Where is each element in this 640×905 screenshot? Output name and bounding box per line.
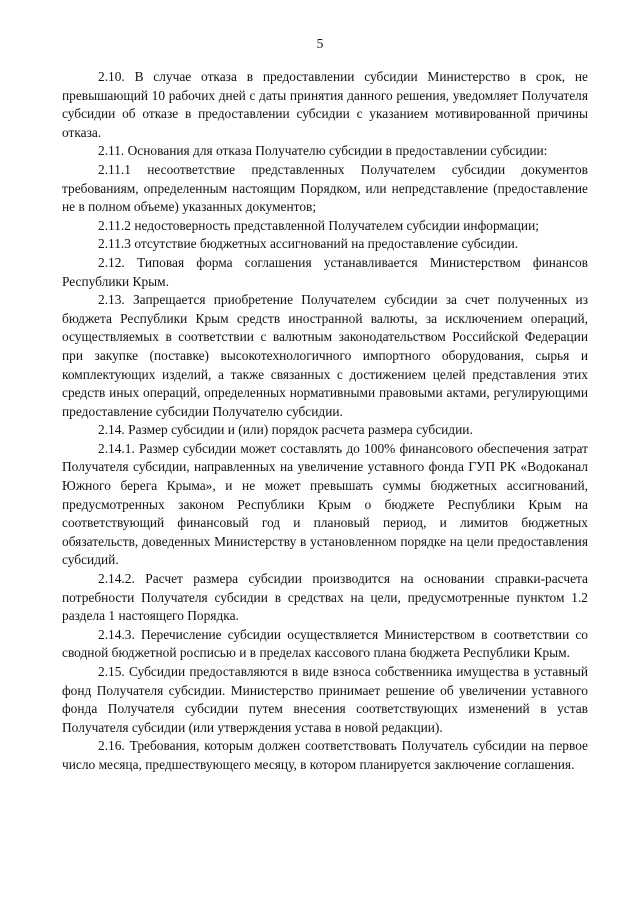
- paragraph-2-14-3: 2.14.3. Перечисление субсидии осуществляется Министерством в соответствии со сводной бюджетной росписью и в пределах кассового плана бюджета Республики Крым.: [62, 626, 588, 661]
- paragraph-2-16: 2.16. Требования, которым должен соответствовать Получатель субсидии на первое число месяца, предшествующего месяцу, в котором планируется заключение соглашения.: [62, 738, 588, 772]
- document-body: [62, 68, 588, 775]
- page-number: 5: [316, 36, 324, 51]
- paragraph-2-11-1: 2.11.1 несоответствие представленных Получателем субсидии документов требованиям, определенным настоящим Порядком, или непредставление (предоставление не в полном объеме) указанных документов;: [62, 161, 588, 215]
- paragraph-2-15: 2.15. Субсидии предоставляются в виде взноса собственника имущества в уставный фонд Получателя субсидии. Министерство принимает решение об увеличении уставного фонда Получателя субсидии путем внесения соответствующих изменений в устав Получателя субсидии (или утверждения устава в новой редакции).: [62, 664, 588, 735]
- paragraph-2-11: 2.11. Основания для отказа Получателю субсидии в предоставлении субсидии:: [98, 143, 548, 159]
- paragraph-2-14: 2.14. Размер субсидии и (или) порядок расчета размера субсидии.: [98, 422, 473, 438]
- paragraph-2-12: 2.12. Типовая форма соглашения устанавливается Министерством финансов Республики Крым.: [62, 254, 588, 289]
- paragraph-2-13: 2.13. Запрещается приобретение Получателем субсидии за счет полученных из бюджета Республики Крым средств иностранной валюты, за исключением операций, осуществляемых в соответствии с валютным законодательством Российской Федерации при закупке (поставке) высокотехнологичного импортного оборудования, сырья и комплектующих изделий, а также связанных с достижением целей представления этих средств иных операций, определенных нормативными правовыми актами, регулирующими предоставление субсидии Получателю субсидии.: [62, 292, 588, 419]
- paragraph-2-11-3: 2.11.3 отсутствие бюджетных ассигнований на предоставление субсидии.: [98, 236, 519, 252]
- paragraph-2-11-2: 2.11.2 недостоверность представленной Получателем субсидии информации;: [98, 217, 539, 233]
- paragraph-2-14-1: 2.14.1. Размер субсидии может составлять до 100% финансового обеспечения затрат Получателя субсидии, направленных на увеличение уставного фонда ГУП РК «Водоканал Южного берега Крыма», и не может превышать суммы бюджетных ассигнований, предусмотренных законом Республики Крым о бюджете Республики Крым на соответствующий финансовый год и плановый период, и лимитов бюджетных обязательств, доведенных Министерству в установленном порядке на цели предоставления субсидий.: [62, 440, 588, 568]
- paragraph-2-14-2: 2.14.2. Расчет размера субсидии производится на основании справки-расчета потребности Получателя субсидии в средствах на цели, предусмотренные пунктом 1.2 раздела 1 настоящего Порядка.: [62, 571, 588, 624]
- paragraph-2-10: 2.10. В случае отказа в предоставлении субсидии Министерство в срок, не превышающий 10 рабочих дней с даты принятия данного решения, уведомляет Получателя субсидии об отказе в предоставлении субсидии с указанием мотивированной причины отказа.: [62, 69, 588, 140]
